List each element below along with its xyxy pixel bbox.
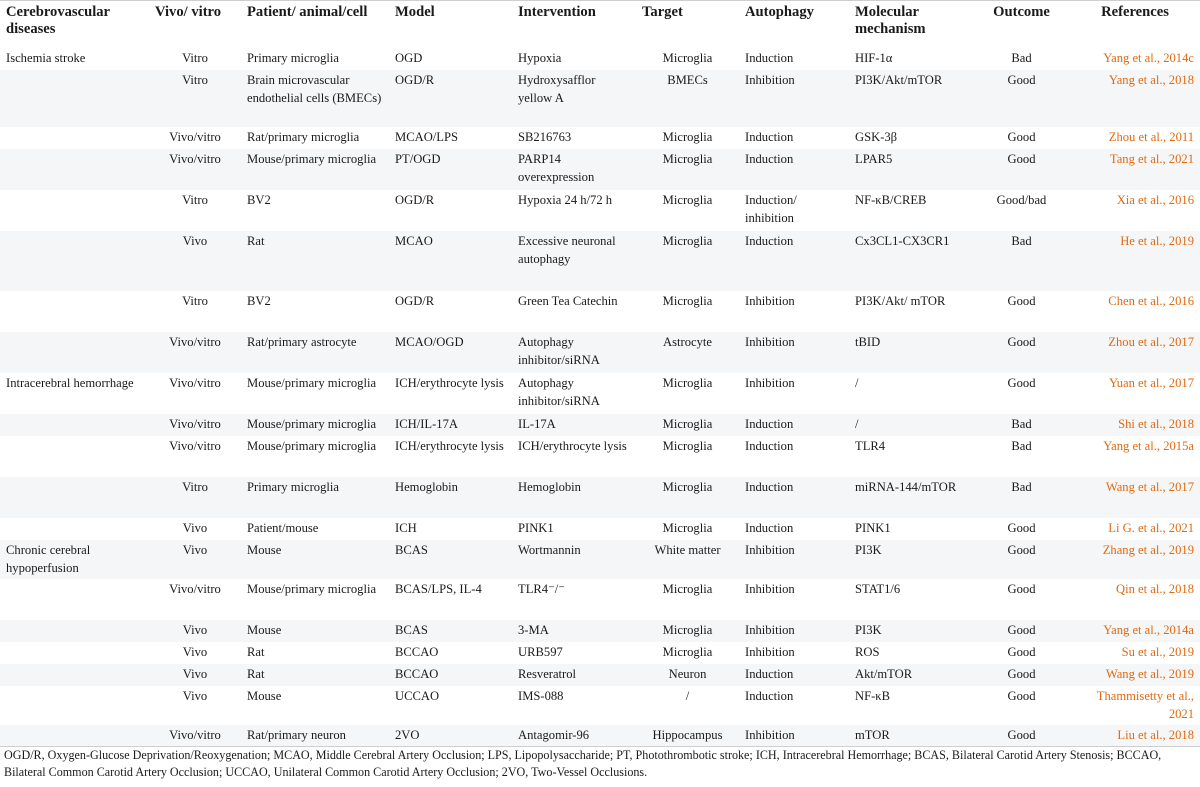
cell-model: PT/OGD	[395, 151, 441, 166]
cell-intervention: URB597	[518, 644, 563, 659]
cell-subject: Mouse/primary microglia	[247, 375, 377, 390]
cell-intervention: Antagomir-96	[512, 725, 636, 747]
cell-intervention: PARP14 overexpression	[518, 151, 595, 184]
cell-disease: Ischemia stroke	[6, 50, 86, 65]
cell-subject: Mouse	[247, 622, 282, 637]
table-row	[0, 642, 1200, 664]
header-subject: Patient/ animal/cell	[241, 1, 389, 48]
cell-subject: Rat/primary astrocyte	[247, 334, 357, 349]
cell-disease	[0, 70, 149, 127]
cell-subject: Mouse/primary microglia	[247, 416, 377, 431]
cell-intervention: Hemoglobin	[518, 479, 581, 494]
cell-model: ICH/erythrocyte lysis	[395, 438, 504, 453]
cell-intervention: PINK1	[518, 520, 554, 535]
cell-intervention: SB216763	[518, 129, 572, 144]
cell-model: BCAS/LPS, IL-4	[395, 581, 482, 596]
cell-intervention: Hydroxysafflor yellow A	[518, 72, 596, 105]
cell-outcome: Bad	[1011, 233, 1032, 248]
cell-mechanism: PI3K/Akt/ mTOR	[855, 293, 946, 308]
table-row	[0, 190, 1200, 231]
cell-outcome: Good	[1007, 334, 1036, 349]
cell-autophagy: Inhibition	[739, 725, 849, 747]
cell-mechanism: ROS	[855, 644, 880, 659]
cell-autophagy: Inhibition	[745, 644, 795, 659]
cell-target: Hippocampus	[636, 725, 739, 747]
cell-autophagy: Induction	[745, 688, 794, 703]
reference-link[interactable]: Yang et al., 2014c	[1103, 50, 1194, 65]
table-footnote: OGD/R, Oxygen-Glucose Deprivation/Reoxygenation; MCAO, Middle Cerebral Artery Occlusion; LPS, Lipopolysaccharide; PT, Photothrombotic stroke; ICH, Intracerebral Hemorrhage; BCAS, Bilateral Carotid Artery Stenosis; BCCAO, Bilateral Common Carotid Artery Occlusion; UCCAO, Unilateral Common Carotid Artery Occlusion; 2VO, Two-Vessel Occlusions.	[4, 748, 1162, 779]
cell-vivo-vitro: Vivo	[182, 688, 208, 703]
cell-vivo-vitro: Vivo/vitro	[169, 151, 221, 166]
cell-outcome: Bad	[1011, 50, 1032, 65]
cell-target: Microglia	[662, 233, 713, 248]
cell-outcome: Good	[1007, 666, 1036, 681]
reference-link[interactable]: Thammisetty et al., 2021	[1096, 688, 1194, 721]
cell-outcome: Good	[1007, 644, 1036, 659]
cell-model: BCAS	[395, 622, 428, 637]
cell-subject: Mouse	[247, 542, 282, 557]
cell-subject: BV2	[247, 293, 271, 308]
cell-outcome: Good	[1007, 581, 1036, 596]
cell-mechanism: PI3K	[855, 622, 882, 637]
cell-target: White matter	[654, 542, 721, 557]
cell-mechanism: LPAR5	[855, 151, 893, 166]
cell-target: Microglia	[662, 581, 713, 596]
reference-link[interactable]: Li G. et al., 2021	[1108, 520, 1194, 535]
table-body	[0, 48, 1200, 747]
cell-vivo-vitro: Vitro	[182, 479, 208, 494]
cell-intervention: Hypoxia 24 h/72 h	[518, 192, 613, 207]
cell-subject: Mouse	[247, 688, 282, 703]
cell-model: MCAO	[395, 233, 433, 248]
cell-intervention: Autophagy inhibitor/siRNA	[518, 334, 600, 367]
cell-subject: Mouse/primary microglia	[247, 581, 377, 596]
cell-vivo-vitro: Vivo/vitro	[169, 416, 221, 431]
cell-model: ICH/IL-17A	[395, 416, 458, 431]
cell-outcome: Good	[1007, 688, 1036, 703]
cell-target: Microglia	[662, 129, 713, 144]
table-row	[0, 127, 1200, 149]
cell-model: MCAO/LPS	[395, 129, 458, 144]
cell-intervention: Hypoxia	[518, 50, 562, 65]
cell-vivo-vitro: Vivo	[182, 233, 208, 248]
cell-intervention: IMS-088	[518, 688, 564, 703]
cell-model: UCCAO	[395, 688, 440, 703]
cell-mechanism: mTOR	[849, 725, 973, 747]
cell-target: Microglia	[662, 479, 713, 494]
cell-disease	[0, 518, 149, 540]
cell-vivo-vitro: Vivo/vitro	[169, 438, 221, 453]
cell-autophagy: Induction	[745, 666, 794, 681]
cell-mechanism: GSK-3β	[855, 129, 898, 144]
cell-mechanism: tBID	[855, 334, 881, 349]
reference-link[interactable]: Yang et al., 2018	[1108, 72, 1194, 87]
cell-autophagy: Inhibition	[745, 293, 795, 308]
cell-subject: Brain microvascular endothelial cells (BMECs)	[247, 72, 382, 105]
table-row	[0, 686, 1200, 725]
cell-target: Microglia	[662, 293, 713, 308]
cell-outcome: Good	[1007, 151, 1036, 166]
cell-autophagy: Inhibition	[745, 72, 795, 87]
table-row	[0, 620, 1200, 642]
table-row	[0, 518, 1200, 540]
cell-intervention: Resveratrol	[518, 666, 577, 681]
cell-autophagy: Induction	[745, 438, 794, 453]
cell-outcome: Good	[1007, 542, 1036, 557]
cell-mechanism: PI3K	[855, 542, 882, 557]
table-row	[0, 70, 1200, 127]
cell-subject: Rat/primary neuron	[241, 725, 389, 747]
cell-autophagy: Inhibition	[745, 542, 795, 557]
table-row	[0, 149, 1200, 190]
cell-target: Astrocyte	[663, 334, 712, 349]
reference-link[interactable]: Zhou et al., 2017	[1108, 334, 1194, 349]
cell-target: Microglia	[662, 50, 713, 65]
table-row	[0, 725, 1200, 747]
cell-intervention: Wortmannin	[518, 542, 581, 557]
cell-disease	[0, 127, 149, 149]
cell-subject: Rat	[247, 644, 265, 659]
cell-subject: Rat	[247, 233, 265, 248]
cell-outcome: Good	[1007, 520, 1036, 535]
cell-vivo-vitro: Vivo/vitro	[169, 129, 221, 144]
cell-vivo-vitro: Vivo	[182, 520, 208, 535]
cell-autophagy: Induction	[745, 50, 794, 65]
cell-disease	[0, 332, 149, 373]
cell-subject: Mouse/primary microglia	[247, 438, 377, 453]
cell-target: Microglia	[662, 416, 713, 431]
cell-vivo-vitro: Vivo/vitro	[169, 581, 221, 596]
cell-model: BCCAO	[395, 666, 439, 681]
reference-link[interactable]: Yuan et al., 2017	[1109, 375, 1194, 390]
cell-target: Microglia	[662, 192, 713, 207]
reference-link[interactable]: Yang et al., 2014a	[1103, 622, 1194, 637]
cell-vivo-vitro: Vitro	[182, 50, 208, 65]
table-row	[0, 664, 1200, 686]
cell-disease	[0, 149, 149, 190]
cell-model: BCCAO	[395, 644, 439, 659]
cell-outcome: Bad	[1011, 479, 1032, 494]
reference-link[interactable]: Zhang et al., 2019	[1102, 542, 1194, 557]
cell-target: Microglia	[662, 151, 713, 166]
cell-mechanism: Akt/mTOR	[855, 666, 913, 681]
table-row	[0, 436, 1200, 477]
cell-mechanism: TLR4	[855, 438, 886, 453]
cell-vivo-vitro: Vitro	[182, 192, 208, 207]
cell-autophagy: Inhibition	[745, 375, 795, 390]
cell-disease	[0, 620, 149, 642]
header-autophagy: Autophagy	[739, 1, 849, 48]
cell-autophagy: Induction	[745, 129, 794, 144]
cell-target: /	[685, 688, 690, 703]
cell-disease	[0, 291, 149, 332]
cell-mechanism: Cx3CL1-CX3CR1	[855, 233, 950, 248]
cell-model: ICH/erythrocyte lysis	[395, 375, 504, 390]
table-row	[0, 579, 1200, 620]
cell-model: Hemoglobin	[395, 479, 458, 494]
cell-vivo-vitro: Vivo	[182, 622, 208, 637]
cell-mechanism: NF-κB/CREB	[855, 192, 927, 207]
cell-vivo-vitro: Vitro	[182, 72, 208, 87]
cell-autophagy: Induction	[745, 151, 794, 166]
cell-target: Microglia	[662, 520, 713, 535]
cell-subject: Rat	[247, 666, 265, 681]
reference-link[interactable]: Yang et al., 2015a	[1103, 438, 1194, 453]
cell-outcome: Good/bad	[996, 192, 1047, 207]
cell-subject: Primary microglia	[247, 479, 339, 494]
table-row	[0, 414, 1200, 436]
cell-mechanism: /	[855, 416, 859, 431]
cell-mechanism: /	[855, 375, 859, 390]
cell-target: Microglia	[662, 375, 713, 390]
cell-disease	[0, 642, 149, 664]
cell-vivo-vitro: Vivo	[182, 542, 208, 557]
reference-link[interactable]: He et al., 2019	[1120, 233, 1194, 248]
cell-intervention: 3-MA	[518, 622, 549, 637]
cell-disease	[0, 477, 149, 518]
cell-vivo-vitro: Vitro	[182, 293, 208, 308]
cell-mechanism: NF-κB	[855, 688, 891, 703]
cell-mechanism: HIF-1α	[855, 50, 893, 65]
table-row	[0, 332, 1200, 373]
cell-disease	[0, 579, 149, 620]
cell-autophagy: Induction/ inhibition	[745, 192, 797, 225]
table-row	[0, 373, 1200, 414]
cell-outcome: Bad	[1011, 416, 1032, 431]
header-mechanism: Molecular mechanism	[849, 1, 973, 48]
cell-autophagy: Induction	[745, 416, 794, 431]
reference-link[interactable]: Tang et al., 2021	[1109, 151, 1194, 166]
table-row	[0, 477, 1200, 518]
cell-model: OGD/R	[395, 293, 435, 308]
cell-outcome: Good	[1007, 622, 1036, 637]
reference-link[interactable]: Zhou et al., 2011	[1108, 129, 1194, 144]
cell-model: ICH	[395, 520, 417, 535]
table-row	[0, 48, 1200, 70]
cell-disease	[0, 231, 149, 291]
cell-disease	[0, 414, 149, 436]
table-row	[0, 231, 1200, 291]
cell-model: OGD/R	[395, 72, 435, 87]
reference-link[interactable]: Chen et al., 2016	[1108, 293, 1194, 308]
cell-vivo-vitro: Vivo/vitro	[169, 334, 221, 349]
cell-autophagy: Induction	[745, 479, 794, 494]
cell-subject: Patient/mouse	[247, 520, 319, 535]
header-model: Model	[389, 1, 512, 48]
cell-autophagy: Induction	[745, 233, 794, 248]
cell-outcome: Good	[973, 725, 1070, 747]
cell-disease	[0, 436, 149, 477]
cell-intervention: Autophagy inhibitor/siRNA	[518, 375, 600, 408]
cell-mechanism: STAT1/6	[855, 581, 901, 596]
cell-mechanism: PI3K/Akt/mTOR	[855, 72, 943, 87]
cell-disease	[0, 686, 149, 725]
reference-link[interactable]: Wang et al., 2017	[1105, 479, 1194, 494]
cell-disease: Chronic cerebral hypoperfusion	[6, 542, 91, 575]
reference-link[interactable]: Wang et al., 2019	[1105, 666, 1194, 681]
cell-autophagy: Inhibition	[745, 581, 795, 596]
cell-mechanism: PINK1	[855, 520, 891, 535]
header-vivo-vitro: Vivo/ vitro	[149, 1, 241, 48]
cell-disease	[0, 725, 149, 747]
reference-link[interactable]: Shi et al., 2018	[1118, 416, 1194, 431]
cell-outcome: Good	[1007, 129, 1036, 144]
cell-vivo-vitro: Vivo	[182, 666, 208, 681]
cell-model: 2VO	[389, 725, 512, 747]
cell-model: OGD/R	[395, 192, 435, 207]
reference-link[interactable]: Xia et al., 2016	[1116, 192, 1194, 207]
header-target: Target	[636, 1, 739, 48]
cell-subject: Rat/primary microglia	[247, 129, 360, 144]
cell-target: Microglia	[662, 644, 713, 659]
cell-model: BCAS	[395, 542, 428, 557]
cell-outcome: Good	[1007, 72, 1036, 87]
header-outcome: Outcome	[973, 1, 1070, 48]
table-row	[0, 291, 1200, 332]
header-intervention: Intervention	[512, 1, 636, 48]
cell-vivo-vitro: Vivo	[182, 644, 208, 659]
reference-link[interactable]: Liu et al., 2018	[1070, 725, 1200, 747]
cell-disease	[0, 190, 149, 231]
header-row	[0, 1, 1200, 48]
cell-outcome: Good	[1007, 293, 1036, 308]
cell-autophagy: Inhibition	[745, 622, 795, 637]
cell-autophagy: Induction	[745, 520, 794, 535]
cell-disease	[0, 664, 149, 686]
cell-target: Microglia	[662, 438, 713, 453]
cell-target: Neuron	[668, 666, 707, 681]
cell-target: BMECs	[667, 72, 708, 87]
cell-intervention: Green Tea Catechin	[518, 293, 618, 308]
cell-intervention: ICH/erythrocyte lysis	[518, 438, 627, 453]
cell-target: Microglia	[662, 622, 713, 637]
cell-subject: Primary microglia	[247, 50, 339, 65]
cell-outcome: Good	[1007, 375, 1036, 390]
cell-intervention: IL-17A	[518, 416, 556, 431]
reference-link[interactable]: Qin et al., 2018	[1116, 581, 1194, 596]
cell-vivo-vitro: Vivo/vitro	[149, 725, 241, 747]
cell-subject: BV2	[247, 192, 271, 207]
cell-model: MCAO/OGD	[395, 334, 464, 349]
cell-mechanism: miRNA-144/mTOR	[855, 479, 957, 494]
cell-subject: Mouse/primary microglia	[247, 151, 377, 166]
header-diseases: Cerebrovascular diseases	[0, 1, 149, 48]
cell-autophagy: Inhibition	[745, 334, 795, 349]
cell-vivo-vitro: Vivo/vitro	[169, 375, 221, 390]
cell-model: OGD	[395, 50, 423, 65]
cell-outcome: Bad	[1011, 438, 1032, 453]
cell-intervention: TLR4⁻/⁻	[518, 581, 565, 596]
cell-intervention: Excessive neuronal autophagy	[518, 233, 616, 266]
reference-link[interactable]: Su et al., 2019	[1121, 644, 1194, 659]
cell-disease: Intracerebral hemorrhage	[6, 375, 134, 390]
table-row	[0, 540, 1200, 579]
header-references: References	[1070, 1, 1200, 48]
